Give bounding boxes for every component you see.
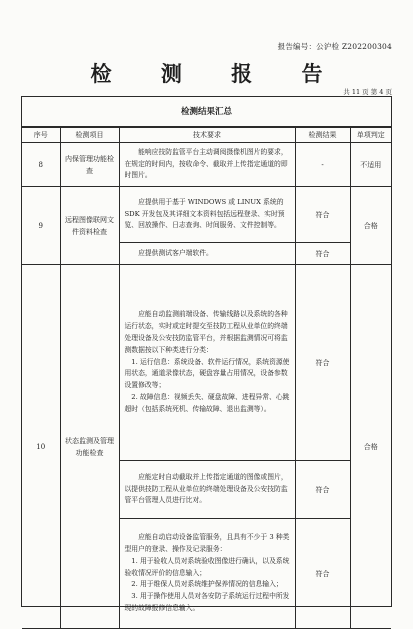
requirement-point: 1. 运行信息：系统设备、软件运行情况，系统资源使用状态，通道录像状态，硬盘容量占用情况，设备参数设置修改等； <box>124 357 290 390</box>
table-row <box>22 143 391 187</box>
column-header-no: 序号 <box>22 128 60 143</box>
row-number: 9 <box>22 187 60 265</box>
test-item: 状态监测及管理功能检查 <box>60 265 119 629</box>
requirement-intro: 应能自动监测前端设备、传输线路以及系统的各种运行状态，实时或定时提交至技防工程从业单位的终端处理设备及公安技防监管平台，并根据监测情况可将监测数据按以下种类进行分类： <box>124 310 288 354</box>
report-number: 报告编号：公沪检 Z202200304 <box>277 42 392 51</box>
test-result: - <box>295 143 350 187</box>
table-row <box>22 187 391 243</box>
requirement-point: 3. 用于操作使用人员对各安防子系统运行过程中所发现的故障报修信息输入。 <box>124 592 290 612</box>
test-result: 符合 <box>295 461 350 519</box>
row-number: 8 <box>22 143 60 187</box>
requirement-point: 1. 用于验收人员对系统验收图像进行确认，以及系统验收情况评价的信息输入； <box>124 556 290 577</box>
requirement <box>119 519 295 629</box>
requirement: 应提供用于基于 WINDOWS 或 LINUX 系统的 SDK 开发包及其详细文本资料包括远程登录、实时预览、回放操作、日志查询、时间服务、文件控制等。 <box>119 187 295 243</box>
column-header-item: 检测项目 <box>60 128 119 143</box>
column-header-verdict: 单项判定 <box>350 128 391 143</box>
requirement-intro: 应能自动启动设备监管服务，且具有不少于 3 种类型用户的登录、操作及记录服务： <box>124 533 290 553</box>
test-result: 符合 <box>295 187 350 243</box>
test-result: 符合 <box>295 243 350 265</box>
requirement <box>119 265 295 461</box>
test-item: 内保管理功能检查 <box>60 143 119 187</box>
table-row <box>22 265 391 461</box>
results-table <box>22 127 391 629</box>
requirement-point: 2. 故障信息：视频丢失、硬盘故障、进程异常、心跳超时（包括系统死机、传输故障、退出监测等）。 <box>124 392 290 413</box>
page-info: 共 11 页 第 4 页 <box>343 88 392 96</box>
test-result: 符合 <box>295 265 350 461</box>
verdict: 合格 <box>350 187 391 265</box>
requirement-point: 2. 用于维保人员对系统维护保养情况的信息输入； <box>131 580 283 589</box>
section-title: 检测结果汇总 <box>22 97 391 127</box>
row-number: 10 <box>22 265 60 629</box>
report-title: 检 测 报 告 <box>90 61 344 86</box>
test-item: 远程图像联网文件资料检查 <box>60 187 119 265</box>
verdict: 不适用 <box>350 143 391 187</box>
requirement: 应能定时自动截取并上传指定通道的图像或图片，以提供技防工程从业单位的终端处理设备及公安技防监管平台管理人员进行比对。 <box>119 461 295 519</box>
results-frame <box>21 96 392 612</box>
requirement: 能响应技防监管平台主动调阅摄像机图片的要求，在规定的时间内，按收命令、截取并上传指定通道的即时图片。 <box>119 143 295 187</box>
requirement: 应提供测试客户端软件。 <box>119 243 295 265</box>
table-header-row <box>22 128 391 143</box>
column-header-requirement: 技术要求 <box>119 128 295 143</box>
column-header-result: 检测结果 <box>295 128 350 143</box>
verdict: 合格 <box>350 265 391 629</box>
test-result: 符合 <box>295 519 350 629</box>
